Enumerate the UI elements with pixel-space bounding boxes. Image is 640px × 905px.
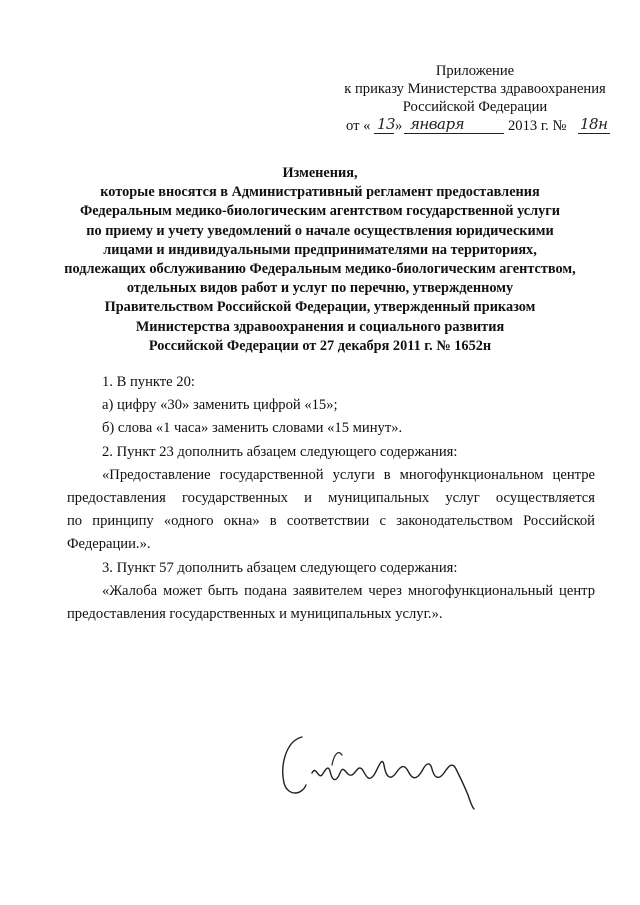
quote-line: предоставления государственных и муниципальных услуг осуществляется [67, 490, 595, 507]
date-year-label: 2013 г. № [508, 118, 567, 134]
item-3: 3. Пункт 57 дополнить абзацем следующего содержания: [102, 559, 458, 576]
order-number-handwritten: 18н [580, 115, 608, 133]
date-close-quote: » [395, 118, 403, 134]
handwritten-signature [272, 725, 482, 810]
signature-flourish [332, 753, 342, 765]
item-2-quote [67, 464, 595, 557]
document-title [40, 164, 600, 356]
title-line: лицами и индивидуальными предпринимателями на территориях, [103, 241, 537, 258]
quote-line: Федерации.». [67, 536, 151, 553]
title-line: Российской Федерации от 27 декабря 2011 г. № 1652н [148, 337, 492, 354]
date-day-handwritten: 13 [377, 115, 396, 133]
title-line: отдельных видов работ и услуг по перечню, утвержденному [126, 280, 514, 297]
item-2: 2. Пункт 23 дополнить абзацем следующего содержания: [102, 443, 458, 460]
quote-line: по принципу «одного окна» в соответствии с законодательством Российской [67, 513, 595, 530]
appendix-header [330, 62, 620, 116]
item-1a: а) цифру «30» заменить цифрой «15»; [102, 397, 338, 414]
title-line: Федеральным медико-биологическим агентством государственной услуги [79, 203, 561, 220]
quote-line: «Жалоба может быть подана заявителем через многофункциональный центр [102, 582, 595, 599]
number-underline [578, 133, 610, 134]
title-line: Изменения, [282, 165, 358, 181]
appendix-country: Российской Федерации [402, 99, 548, 115]
title-line: Министерства здравоохранения и социального развития [135, 318, 505, 335]
quote-line: предоставления государственных и муниципальных услуг.». [67, 606, 443, 623]
appendix-title: Приложение [435, 63, 515, 79]
title-line: по приему и учету уведомлений о начале осуществления юридическими [86, 222, 554, 239]
date-month-handwritten: января [410, 115, 465, 133]
title-line: Правительством Российской Федерации, утвержденный приказом [104, 299, 536, 316]
item-1: 1. В пункте 20: [102, 374, 195, 390]
order-date-line [346, 116, 626, 142]
appendix-order-ref: к приказу Министерства здравоохранения [344, 81, 606, 97]
document-body [67, 371, 595, 626]
day-underline [374, 133, 394, 134]
title-line: подлежащих обслуживанию Федеральным медико-биологическим агентством, [64, 261, 576, 278]
quote-line: «Предоставление государственной услуги в многофункциональном центре [102, 466, 595, 483]
item-3-quote [67, 580, 595, 626]
signature-stroke [283, 737, 474, 809]
item-1b: б) слова «1 часа» заменить словами «15 минут». [102, 420, 403, 437]
month-underline [404, 133, 504, 134]
date-from-label: от « [346, 118, 371, 134]
title-line: которые вносятся в Административный регламент предоставления [100, 184, 540, 201]
